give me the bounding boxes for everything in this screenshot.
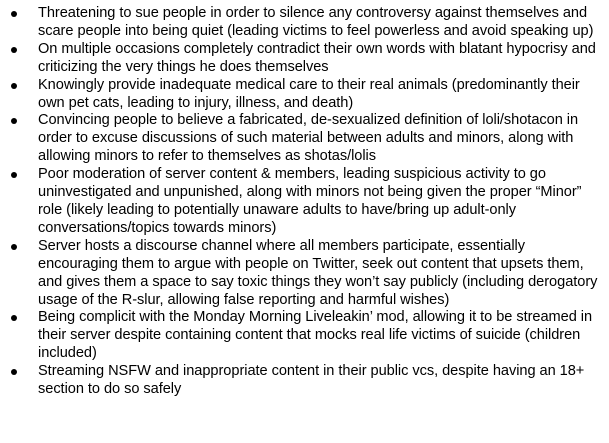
list-item-text: Being complicit with the Monday Morning Liveleakin’ mod, allowing it to be streamed in their server despite containing content that mocks real life victims of suicide (children included) — [38, 309, 593, 362]
list-item — [0, 363, 609, 399]
bullet-dot-icon — [11, 118, 17, 124]
list-item-text: Server hosts a discourse channel where all members participate, essentially encouraging them to argue with people on Twitter, seek out content that upsets them, and gives them a space to say toxic things they won’t say publicly (including derogatory usage of the R-slur, allowing false reporting and harmful wishes) — [38, 237, 598, 308]
bullet-dot-icon — [11, 315, 17, 321]
list-item — [0, 166, 609, 238]
list-item — [0, 238, 609, 310]
list-item — [0, 41, 609, 77]
list-item — [0, 77, 609, 113]
bullet-dot-icon — [11, 369, 17, 375]
list-item — [0, 5, 609, 41]
bullet-dot-icon — [11, 83, 17, 89]
bullet-dot-icon — [11, 244, 17, 250]
list-item-text: On multiple occasions completely contradict their own words with blatant hypocrisy and criticizing the very things he does themselves — [38, 40, 596, 75]
list-item-text: Streaming NSFW and inappropriate content in their public vcs, despite having an 18+ section to do so safely — [38, 363, 585, 398]
bullet-dot-icon — [11, 172, 17, 178]
list-item-text: Knowingly provide inadequate medical care to their real animals (predominantly their own pet cats, leading to injury, illness, and death) — [38, 76, 580, 111]
list-item — [0, 112, 609, 166]
bullet-dot-icon — [11, 47, 17, 53]
bullet-dot-icon — [11, 11, 17, 17]
bullet-list — [0, 5, 609, 399]
list-item-text: Threatening to sue people in order to silence any controversy against themselves and scare people into being quiet (leading victims to feel powerless and avoid speaking up) — [38, 5, 594, 39]
list-item-text: Convincing people to believe a fabricated, de-sexualized definition of loli/shotacon in order to excuse discussions of such material between adults and minors, along with allowing minors to refer to themselves as shotas/lolis — [38, 112, 579, 165]
list-item-text: Poor moderation of server content & members, leading suspicious activity to go uninvestigated and unpunished, along with minors not being given the proper “Minor” role (likely leading to potentially unaware adults to have/bring up adult-only conversations/topics towards minors) — [38, 166, 582, 236]
list-item — [0, 309, 609, 363]
